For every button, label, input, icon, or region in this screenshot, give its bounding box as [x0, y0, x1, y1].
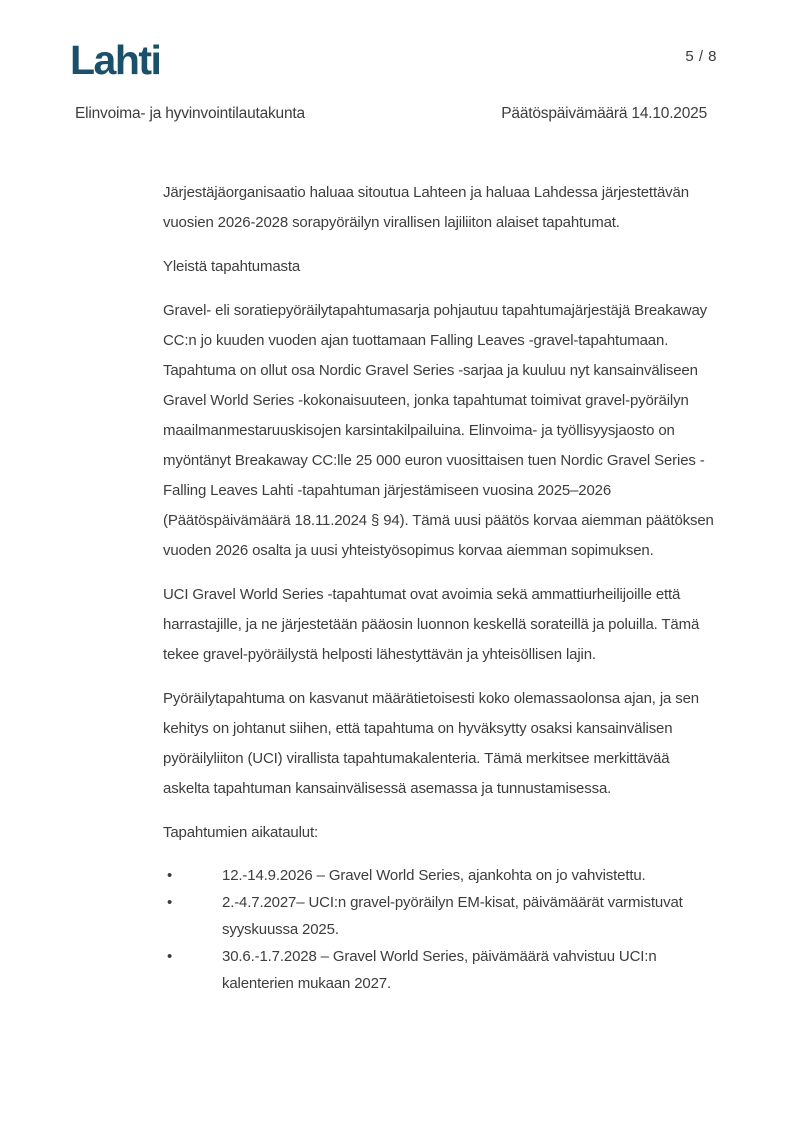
section-heading-general: Yleistä tapahtumasta [163, 258, 301, 275]
bullet-icon: • [167, 948, 173, 965]
list-item-text: 30.6.-1.7.2028 – Gravel World Series, päivämäärä vahvistuu UCI:n kalenterien mukaan 2027. [222, 948, 657, 992]
document-header [75, 105, 707, 123]
document-body [163, 178, 715, 997]
paragraph-gravel-series: Gravel- eli soratiepyöräilytapahtumasarja pohjautuu tapahtumajärjestäjä Breakaway CC:n jo kuuden vuoden ajan tuottamaan Falling Leaves -gravel-tapahtumaan. Tapahtuma on ollut osa Nordic Gravel Series -sarjaa ja kuuluu nyt kansainväliseen Gravel World Series -kokonaisuuteen, jonka tapahtumat toimivat gravel-pyöräilyn maailmanmestaruuskisojen karsintakilpailuina. Elinvoima- ja työllisyysjaosto on myöntänyt Breakaway CC:lle 25 000 euron vuosittaisen tuen Nordic Gravel Series - Falling Leaves Lahti -tapahtuman järjestämiseen vuosina 2025–2026 (Päätöspäivämäärä 18.11.2024 § 94). Tämä uusi päätös korvaa aiemman päätöksen vuoden 2026 osalta ja uusi yhteistyösopimus korvaa aiemman sopimuksen. [163, 302, 714, 559]
list-item [163, 889, 715, 943]
list-item [163, 943, 715, 997]
schedule-list [163, 862, 715, 997]
paragraph-commitment: Järjestäjäorganisaatio haluaa sitoutua Lahteen ja haluaa Lahdessa järjestettävän vuosien 2026-2028 sorapyöräilyn virallisen lajiliiton alaiset tapahtumat. [163, 184, 689, 231]
committee-name: Elinvoima- ja hyvinvointilautakunta [75, 105, 305, 122]
list-item [163, 862, 715, 889]
lahti-logo: Lahti [70, 37, 161, 83]
bullet-icon: • [167, 894, 173, 911]
paragraph-event-growth: Pyöräilytapahtuma on kasvanut määrätietoisesti koko olemassaolonsa ajan, ja sen kehitys on johtanut siihen, että tapahtuma on hyväksytty osaksi kansainvälisen pyöräilyliiton (UCI) virallista tapahtumakalenteria. Tämä merkitsee merkittävää askelta tapahtuman kansainvälisessä asemassa ja tunnustamisessa. [163, 690, 699, 797]
paragraph-uci-series: UCI Gravel World Series -tapahtumat ovat avoimia sekä ammattiurheilijoille että harrastajille, ja ne järjestetään pääosin luonnon keskellä sorateillä ja poluilla. Tämä tekee gravel-pyöräilystä helposti lähestyttävän ja yhteisöllisen lajin. [163, 586, 700, 663]
list-item-text: 2.-4.7.2027– UCI:n gravel-pyöräilyn EM-kisat, päivämäärät varmistuvat syyskuussa 2025. [222, 894, 683, 938]
bullet-icon: • [167, 867, 173, 884]
schedule-heading: Tapahtumien aikataulut: [163, 824, 318, 841]
page-number: 5 / 8 [685, 48, 717, 65]
decision-date: Päätöspäivämäärä 14.10.2025 [501, 105, 707, 122]
list-item-text: 12.-14.9.2026 – Gravel World Series, ajankohta on jo vahvistettu. [222, 867, 646, 884]
